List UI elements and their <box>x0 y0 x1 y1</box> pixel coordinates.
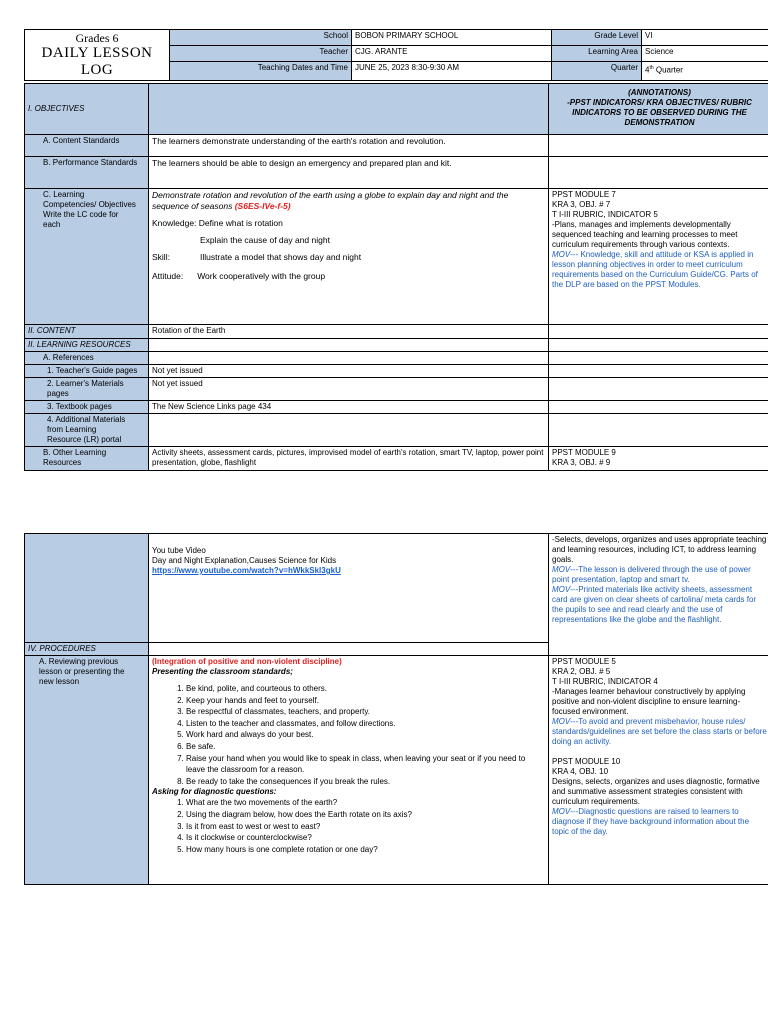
diagnostic-question-item: 3. Is it from east to west or west to east? <box>186 821 545 833</box>
classroom-standards-list <box>152 683 545 787</box>
document-title: Grades 6 DAILY LESSON LOG <box>25 30 170 81</box>
annotations-header: (ANNOTATIONS) -PPST INDICATORS/ KRA OBJECTIVES/ RUBRIC INDICATORS TO BE OBSERVED DURING THE DEMONSTRATION <box>549 84 768 135</box>
blank-cell <box>549 414 768 447</box>
diagnostic-question-item: 2. Using the diagram below, how does the Earth rotate on its axis? <box>186 809 545 821</box>
performance-standards-text: The learners should be able to design an emergency and prepared plan and kit. <box>149 157 549 189</box>
other-resources-annotation: PPST MODULE 9 KRA 3, OBJ. # 9 <box>549 447 768 471</box>
textbook-value: The New Science Links page 434 <box>149 401 549 414</box>
learners-materials-label: 2. Learner's Materials pages <box>25 378 149 401</box>
learning-area-label: Learning Area <box>552 45 642 61</box>
blank-cell <box>549 325 768 339</box>
school-label: School <box>170 30 352 46</box>
grade-level-label: Grade Level <box>552 30 642 46</box>
blank-cell <box>149 643 549 656</box>
procedures-label: IV. PROCEDURES <box>25 643 149 656</box>
content-value: Rotation of the Earth <box>149 325 549 339</box>
classroom-standard-item: 4. Listen to the teacher and classmates, and follow directions. <box>186 718 545 730</box>
blank-cell <box>549 135 768 157</box>
classroom-standard-item: 8. Be ready to take the consequences if you break the rules. <box>186 776 545 788</box>
textbook-label: 3. Textbook pages <box>25 401 149 414</box>
performance-standards-label: B. Performance Standards <box>25 157 149 189</box>
blank-cell <box>549 352 768 365</box>
learners-materials-value: Not yet issued <box>149 378 549 401</box>
blank-cell <box>549 378 768 401</box>
blank-cell <box>149 414 549 447</box>
dates-label: Teaching Dates and Time <box>170 61 352 80</box>
classroom-standard-item: 7. Raise your hand when you would like to speak in class, when leaving your seat or if you need to leave the classroom for a reason. <box>186 753 545 776</box>
classroom-standard-item: 2. Keep your hands and feet to yourself. <box>186 695 545 707</box>
objectives-label: I. OBJECTIVES <box>25 84 149 135</box>
classroom-standard-item: 6. Be safe. <box>186 741 545 753</box>
review-lesson-label: A. Reviewing previous lesson or presenting the new lesson <box>25 656 149 885</box>
blank-cell <box>549 339 768 352</box>
references-label: A. References <box>25 352 149 365</box>
content-standards-text: The learners demonstrate understanding of the earth's rotation and revolution. <box>149 135 549 157</box>
diagnostic-questions-list <box>152 797 545 855</box>
learning-area-value: Science <box>642 45 768 61</box>
classroom-standard-item: 1. Be kind, polite, and courteous to others. <box>186 683 545 695</box>
blank-cell <box>149 339 549 352</box>
competencies-text: Demonstrate rotation and revolution of the earth using a globe to explain day and night and the sequence of seasons (S6ES-IVe-f-5) Knowledge: Define what is rotation Explain the cause of day and night Skill: Illustrate a model that shows day and night Attitude: Work cooperatively with the group <box>149 189 549 325</box>
objectives-blank <box>149 84 549 135</box>
quarter-value: 4th Quarter <box>642 61 768 80</box>
blank-cell <box>149 352 549 365</box>
other-resources-value: Activity sheets, assessment cards, pictures, improvised model of earth's rotation, smart TV, laptop, power point presentation, globe, flashlight <box>149 447 549 471</box>
competencies-annotation: PPST MODULE 7 KRA 3, OBJ. # 7 T I-III RUBRIC, INDICATOR 5 -Plans, manages and implements developmentally sequenced teaching and learning processes to meet curriculum requirements through various contexts. MOV--- Knowledge, skill and attitude or KSA is applied in lesson planning objectives in order to meet curriculum requirements based on the Curriculum Guide/CG. Parts of the DLP are based on the PPST Modules. <box>549 189 768 325</box>
lesson-table-part2 <box>24 533 768 885</box>
grade-level-value: VI <box>642 30 768 46</box>
diagnostic-question-item: 5. How many hours is one complete rotation or one day? <box>186 844 545 856</box>
content-label: II. CONTENT <box>25 325 149 339</box>
competencies-label: C. Learning Competencies/ Objectives Write the LC code for each <box>25 189 149 325</box>
teacher-value: CJG. ARANTE <box>352 45 552 61</box>
dates-value: JUNE 25, 2023 8:30-9:30 AM <box>352 61 552 80</box>
resources-annotation: -Selects, develops, organizes and uses appropriate teaching and learning resources, including ICT, to address learning goals. MOV---The lesson is delivered through the use of power point presentation, laptop and smart tv. MOV---Printed materials like activity sheets, assessment card are given on clear sheets of cartolina/ meta cards for the pupils to see and read clearly and the use of representations like the globe and the flashlight. <box>549 534 768 656</box>
additional-materials-label: 4. Additional Materials from Learning Resource (LR) portal <box>25 414 149 447</box>
teacher-label: Teacher <box>170 45 352 61</box>
blank-cell <box>549 401 768 414</box>
classroom-standard-item: 5. Work hard and always do your best. <box>186 729 545 741</box>
other-resources-label: B. Other Learning Resources <box>25 447 149 471</box>
lesson-table-part1 <box>24 83 768 471</box>
school-value: BOBON PRIMARY SCHOOL <box>352 30 552 46</box>
learning-resources-label: II. LEARNING RESOURCES <box>25 339 149 352</box>
procedures-annotation: PPST MODULE 5 KRA 2, OBJ. # 5 T I-III RUBRIC, INDICATOR 4 -Manages learner behaviour constructively by applying positive and non-violent discipline to ensure learning-focused environment. MOV---To avoid and prevent misbehavior, house rules/ standards/guidelines are set before the class starts or before doing an activity. PPST MODULE 10 KRA 4, OBJ. 10 Designs, selects, organizes and uses diagnostic, formative and summative assessment strategies consistent with curriculum requirements. MOV---Diagnostic questions are raised to learners to diagnose if they have background information about the topic of the day. <box>549 656 768 885</box>
blank-cell <box>549 365 768 378</box>
quarter-label: Quarter <box>552 61 642 80</box>
diagnostic-question-item: 4. Is it clockwise or counterclockwise? <box>186 832 545 844</box>
review-lesson-content: (Integration of positive and non-violent discipline) Presenting the classroom standards; 1. Be kind, polite, and courteous to others. 2. Keep your hands and feet to yourself. 3. Be respectful of classmates, teachers, and property. 4. Listen to the teacher and classmates, and follow directions. 5. Work hard and always do your best. 6. Be safe. 7. Raise your hand when you would like to speak in class, when leaving your seat or if you need to leave the classroom for a reason. 8. Be ready to take the consequences if you break the rules. Asking for diagnostic questions: 1. What are the two movements of the earth? 2. Using the diagram below, how does the Earth rotate on its axis? 3. Is it from east to west or west to east? 4. Is it clockwise or counterclockwise? 5. How many hours is one complete rotation or one day? <box>149 656 549 885</box>
teachers-guide-value: Not yet issued <box>149 365 549 378</box>
youtube-resource: You tube Video Day and Night Explanation,Causes Science for Kids https://www.youtube.com/watch?v=hWkkSkl3gkU <box>149 534 549 643</box>
content-standards-label: A. Content Standards <box>25 135 149 157</box>
blank-cell <box>549 157 768 189</box>
header-table <box>24 29 768 81</box>
teachers-guide-label: 1. Teacher's Guide pages <box>25 365 149 378</box>
youtube-link[interactable]: https://www.youtube.com/watch?v=hWkkSkl3gkU <box>152 566 341 575</box>
classroom-standard-item: 3. Be respectful of classmates, teachers, and property. <box>186 706 545 718</box>
diagnostic-question-item: 1. What are the two movements of the earth? <box>186 797 545 809</box>
blank-cell <box>25 534 149 643</box>
